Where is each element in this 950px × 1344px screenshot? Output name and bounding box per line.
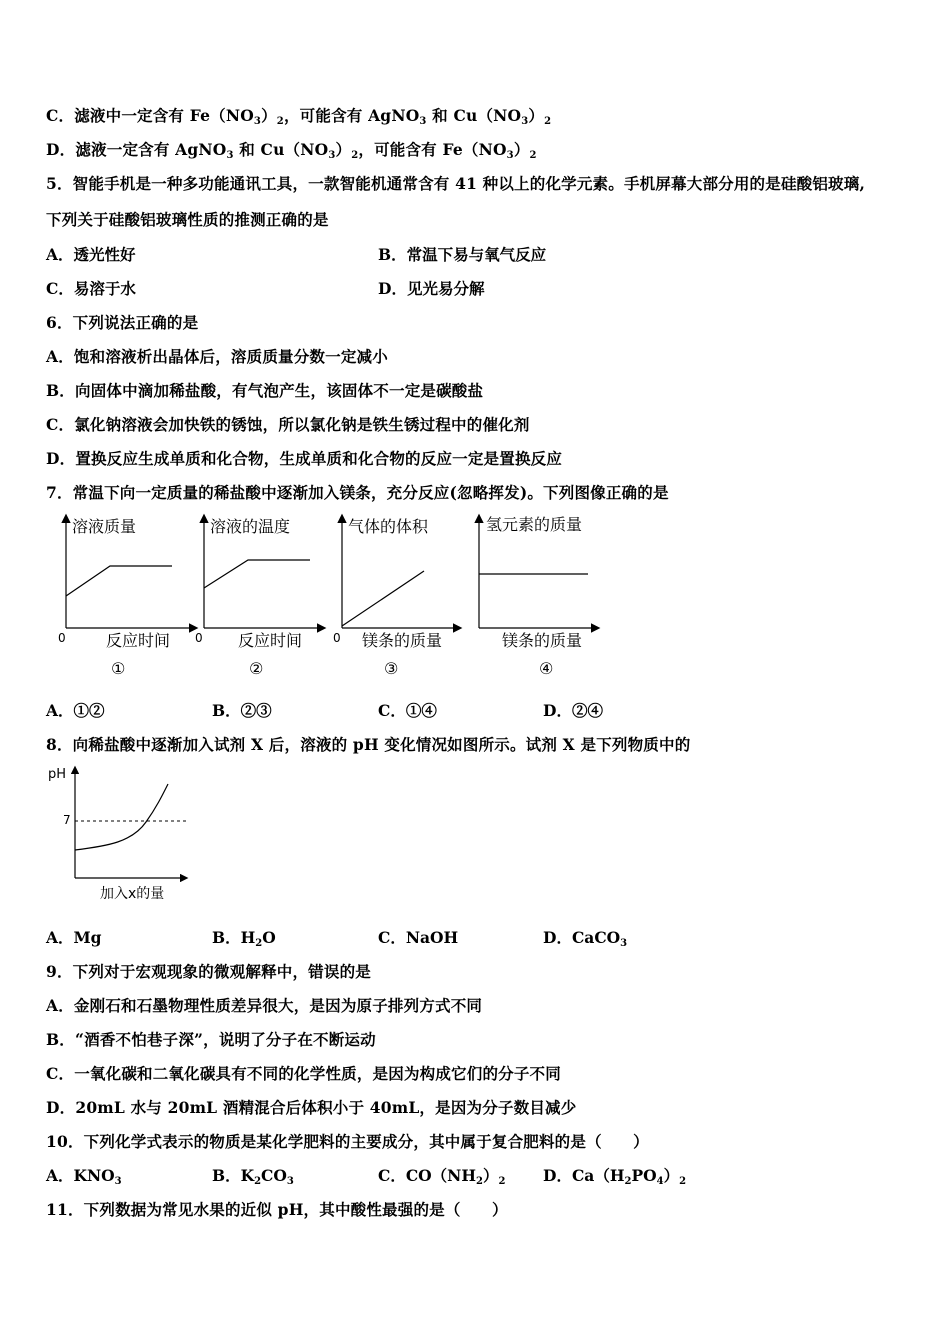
q6-option-d: D．置换反应生成单质和化合物，生成单质和化合物的反应一定是置换反应 [46,449,563,468]
q10-option-b: B．$K_2CO_3$ [212,1166,294,1187]
graph-3-origin: 0 [333,631,341,645]
q6-option-b: B．向固体中滴加稀盐酸，有气泡产生，该固体不一定是碳酸盐 [46,381,484,400]
q8-option-a: A．Mg [46,928,102,947]
q8-option-d: D．CaCO$_3$ [543,928,628,949]
q8-stem: 8．向稀盐酸中逐渐加入试剂 X 后，溶液的 pH 变化情况如图所示。试剂 X 是下列物质中的 [46,735,691,754]
graph-1-origin: 0 [58,631,66,645]
q8-ph-graph [46,762,206,910]
q9-stem: 9．下列对于宏观现象的微观解释中，错误的是 [46,962,371,981]
graph-2-xlabel: 反应时间 [238,631,303,650]
graph-3-curve [342,571,424,626]
graph-3 [333,516,460,678]
q6-option-a: A．饱和溶液析出晶体后，溶质质量分数一定减小 [46,347,388,366]
q5-option-d: D．见光易分解 [378,279,485,298]
q7-option-d: D．②④ [543,701,603,720]
q5-option-c: C．易溶于水 [46,279,136,298]
q10-stem: 10．下列化学式表示的物质是某化学肥料的主要成分，其中属于复合肥料的是（ ） [46,1132,649,1151]
q7-graphs [46,508,616,683]
ph-seven-label: 7 [63,813,71,827]
ph-ylabel: pH [48,767,67,782]
q5-option-b: B．常温下易与氧气反应 [378,245,547,264]
q8-option-b: B．$H_2O$ [212,928,276,949]
graph-2-number: ② [249,659,264,678]
graph-2-curve [204,560,310,588]
q11-stem: 11．下列数据为常见水果的近似 pH，其中酸性最强的是（ ） [46,1200,508,1219]
graph-4-xlabel: 镁条的质量 [502,631,583,650]
ph-xlabel: 加入x的量 [100,886,165,902]
q9-option-b: B．“酒香不怕巷子深”，说明了分子在不断运动 [46,1030,376,1049]
q9-option-d: D．20mL 水与 20mL 酒精混合后体积小于 40mL，是因为分子数目减少 [46,1098,577,1117]
q7-option-a: A．①② [46,701,105,720]
graph-1-number: ① [111,659,126,678]
graph-1-xlabel: 反应时间 [106,631,171,650]
q6-stem: 6．下列说法正确的是 [46,313,199,332]
graph-2-ylabel: 溶液的温度 [210,517,291,536]
q9-option-a: A．金刚石和石墨物理性质差异很大，是因为原子排列方式不同 [46,996,483,1015]
q9-option-c: C．一氧化碳和二氧化碳具有不同的化学性质，是因为构成它们的分子不同 [46,1064,561,1083]
q6-option-c: C．氯化钠溶液会加快铁的锈蚀，所以氯化钠是铁生锈过程中的催化剂 [46,415,530,434]
q8-option-c: C．NaOH [378,928,459,947]
option-c-prev: C．滤液中一定含有 $Fe(NO_3)_2$，可能含有 AgNO$_3$ 和 $Cu(NO_3)_2$ [46,106,552,127]
q10-option-c: C．$CO(NH_2)_2$ [378,1166,506,1187]
graph-2-origin: 0 [195,631,203,645]
graph-3-ylabel: 气体的体积 [348,517,429,536]
graph-1-curve [66,566,172,596]
q7-stem: 7．常温下向一定质量的稀盐酸中逐渐加入镁条，充分反应(忽略挥发)。下列图像正确的是 [46,483,669,502]
graph-4-ylabel: 氢元素的质量 [486,515,583,534]
graph-4 [479,515,598,678]
graph-2 [195,516,324,678]
q7-option-c: C．①④ [378,701,437,720]
q5-stem-line1: 5．智能手机是一种多功能通讯工具，一款智能机通常含有 41 种以上的化学元素。手机屏幕大部分用的是硅酸铝玻璃, [46,174,866,193]
q10-option-a: A．$KNO_3$ [46,1166,122,1187]
graph-1-ylabel: 溶液质量 [72,517,137,536]
graph-3-xlabel: 镁条的质量 [362,631,443,650]
q10-option-d: D．$Ca(H_2PO_4)_2$ [543,1166,687,1187]
graph-3-number: ③ [384,659,399,678]
graph-4-number: ④ [539,659,554,678]
q5-option-a: A．透光性好 [46,245,136,264]
q7-option-b: B．②③ [212,701,272,720]
ph-curve [75,784,168,850]
option-d-prev: D．滤液一定含有 AgNO$_3$ 和 $Cu(NO_3)_2$，可能含有 $Fe(NO_3)_2$ [46,140,537,161]
q5-stem-line2: 下列关于硅酸铝玻璃性质的推测正确的是 [46,210,329,229]
graph-1 [58,516,196,678]
